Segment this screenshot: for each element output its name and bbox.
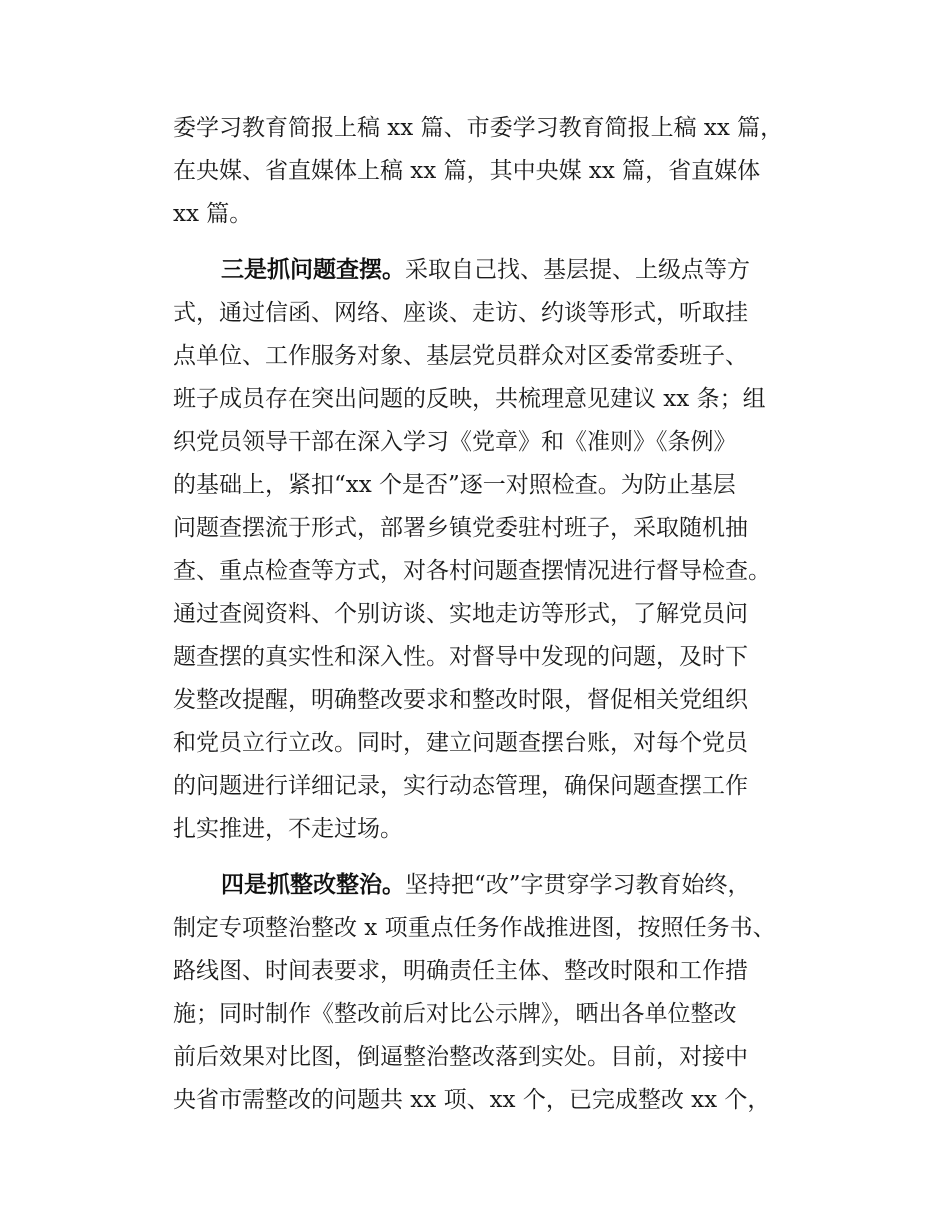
intro-line-3: xx 篇。 xyxy=(173,201,253,227)
section4-line-1: 制定专项整治整改 x 项重点任务作战推进图，按照任务书、 xyxy=(173,915,776,941)
section3-line-3: 班子成员存在突出问题的反映，共梳理意见建议 xx 条；组 xyxy=(173,386,766,412)
section4-line-2: 路线图、时间表要求，明确责任主体、整改时限和工作措 xyxy=(173,958,748,984)
section4-line-5: 央省市需整改的问题共 xx 项、xx 个，已完成整改 xx 个， xyxy=(173,1087,771,1113)
section3-line-1: 式，通过信函、网络、座谈、走访、约谈等形式，听取挂 xyxy=(173,300,748,326)
section4-line-3: 施；同时制作《整改前后对比公示牌》，晒出各单位整改 xyxy=(173,1001,737,1027)
section3-line-6: 问题查摆流于形式，部署乡镇党委驻村班子，采取随机抽 xyxy=(173,515,748,541)
section4-heading: 四是抓整改整治。 xyxy=(221,872,405,898)
section3-line-12: 的问题进行详细记录，实行动态管理，确保问题查摆工作 xyxy=(173,773,748,799)
section3-line-5: 的基础上，紧扣“xx 个是否”逐一对照检查。为防止基层 xyxy=(173,472,736,498)
section3-line-7: 查、重点检查等方式，对各村问题查摆情况进行督导检查。 xyxy=(173,558,771,584)
section3-line-9: 题查摆的真实性和深入性。对督导中发现的问题，及时下 xyxy=(173,644,748,670)
section4-first-line-text: 坚持把“改”字贯穿学习教育始终， xyxy=(405,872,751,898)
section4-line-4: 前后效果对比图，倒逼整治整改落到实处。目前，对接中 xyxy=(173,1044,748,1070)
section3-heading: 三是抓问题查摆。 xyxy=(221,257,405,283)
section3-line-11: 和党员立行立改。同时，建立问题查摆台账，对每个党员 xyxy=(173,730,748,756)
section3-line-13: 扎实推进，不走过场。 xyxy=(173,816,403,842)
section4-first-line xyxy=(221,863,813,907)
intro-line-1: 委学习教育简报上稿 xx 篇、市委学习教育简报上稿 xx 篇， xyxy=(173,115,784,141)
section3-line-8: 通过查阅资料、个别访谈、实地走访等形式，了解党员问 xyxy=(173,601,748,627)
section3-first-line-text: 采取自己找、基层提、上级点等方 xyxy=(405,257,750,283)
section3-first-line xyxy=(221,248,813,292)
section3-line-10: 发整改提醒，明确整改要求和整改时限，督促相关党组织 xyxy=(173,687,748,713)
section3-line-2: 点单位、工作服务对象、基层党员群众对区委常委班子、 xyxy=(173,343,748,369)
intro-line-2: 在央媒、省直媒体上稿 xx 篇，其中央媒 xx 篇，省直媒体 xyxy=(173,158,761,184)
section3-line-4: 织党员领导干部在深入学习《党章》和《准则》《条例》 xyxy=(173,429,737,455)
